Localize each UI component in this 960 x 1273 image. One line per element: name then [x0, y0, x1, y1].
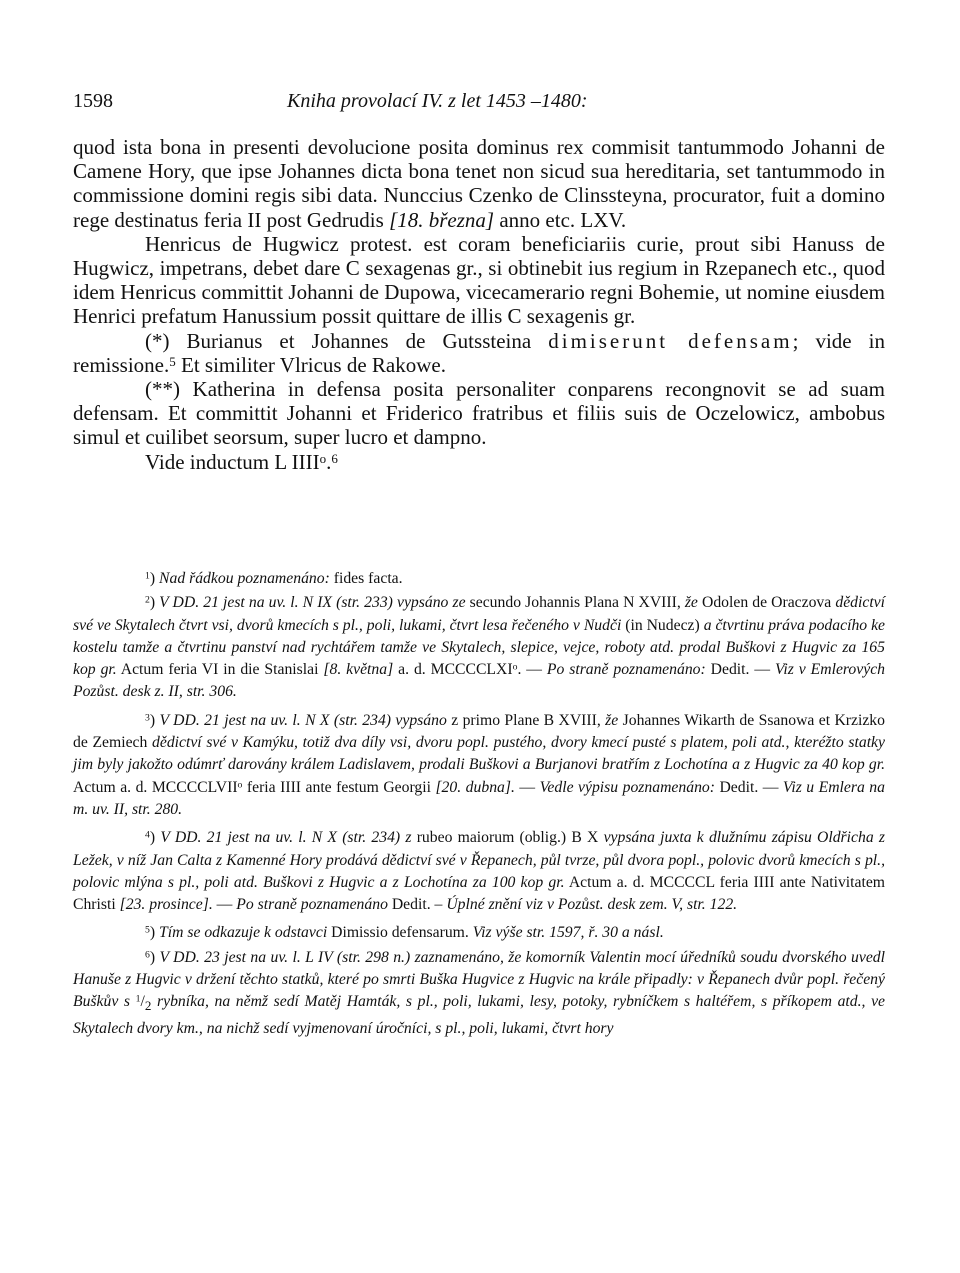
footnote-4: $^4$) V DD. 21 jest na uv. l. N X (str. 234) z rubeo maiorum (oblig.) B X vypsána juxta k dlužnímu zápisu Oldřicha z Ležek, v níž Jan Calta z Kamenné Hory prodává dědictví své v Řepanech, půl tvrze, půl dvora popl., polovic dvorů kmecích s pl., polovic mlýna s pl., poli atd. Buškovi z Hugvic a z Lochotína za 100 kop gr. Actum a. d. MCCCCL feria IIII ante Nativitatem Christi [23. prosince]. — Po straně poznamenáno Dedit. – Úplné znění viz v Pozůst. desk zem. V, str. 122. [73, 829, 885, 914]
footnote-1: $^1$) Nad řádkou poznamenáno: fides facta. [145, 570, 403, 587]
paragraph-5: Vide inductum L IIII$^o$.$^6$ [145, 449, 338, 474]
footnote-ref: 6 [331, 450, 338, 466]
footnote-5: $^5$) Tím se odkazuje k odstavci Dimissio defensarum. Viz výše str. 1597, ř. 30 a násl. [145, 924, 664, 942]
footnote-ref: 5 [169, 353, 176, 369]
footnote-3: $^3$) V DD. 21 jest na uv. l. N X (str. 234) vypsáno z primo Plane B XVIII, že Johannes Wikarth de Ssanowa et Krzizko de Zemiech dědictví své v Kamýku, totiž dva díly vsi, dvoru popl. pustého, dvory kmecí pusté s platem, poli atd., kteréžto statky jim byly jakožto odúmrť darovány králem Ladislavem, prodali Buškovi a Burjanovi bratřím z Lochotína a z Hugvic za 40 kop gr. Actum a. d. MCCCCLVII$^o$ feria IIII ante festum Georgii [20. dubna]. — Vedle výpisu poznamenáno: Dedit. — Viz u Emlera na m. uv. II, str. 280. [73, 711, 885, 818]
footnotes [73, 568, 885, 1042]
paragraph-1: quod ista bona in presenti devolucione posita dominus rex commisit tantummodo Johanni de Camene Hory, que ipse Johannes dicta bona tenet non sicud sua hereditaria, set tantummodo in commissione domini regis sibi data. Nunccius Czenko de Clinssteyna, procurator, fuit a domino rege destinatus feria II post Gedrudis [18. března] anno etc. LXV. [73, 135, 885, 232]
paragraph-4: (**) Katherina in defensa posita personaliter conparens recongnovit se ad suam defensam. Et committit Johanni et Friderico fratribus et filiis suis de Oczelowicz, ambobus simul et cuilibet seorsum, super lucro et dampno. [73, 377, 885, 450]
footnote-2: $^2$) V DD. 21 jest na uv. l. N IX (str. 233) vypsáno ze secundo Johannis Plana N XVIII, že Odolen de Oraczova dědictví své ve Skytalech čtvrt vsi, dvorů kmecích s pl., poli, lukami, čtvrt lesa řečeného v Nudči (in Nudecz) a čtvrtinu práva podacího ke kostelu tamže a čtvrtinu panství nad rychtářem tamže ve Skytalech, slepice, vejce, roboty atd. prodal Buškovi z Hugvic za 165 kop gr. Actum feria VI in die Stanislai [8. května] a. d. MCCCCLXI$^o$. — Po straně poznamenáno: Dedit. — Viz v Emlerových Pozůst. desk z. II, str. 306. [73, 594, 886, 701]
running-title: Kniha provolací IV. z let 1453 –1480: [287, 90, 588, 112]
page-number: 1598 [73, 90, 113, 112]
main-text [73, 135, 885, 474]
footnote-6: $^6$) V DD. 23 jest na uv. l. L IV (str. 298 n.) zaznamenáno, že komorník Valentin mocí úředníků soudu dvorského uvedl Hanuše z Hugvic v držení těchto statků, které po smrti Buška Hugvice z Hugvic na krále připadly: v Řepanech dvůr popl. řečený Buškův s $^1/_2$ rybníka, na němž sedí Matěj Hamták, s pl., poli, lukami, lesy, potoky, rybníčkem s haltéřem, s příkopem atd., ve Skytalech dvory km., na nichž sedí vyjmenovaní úročníci, s pl., poli, lukami, čtvrt hory [73, 948, 885, 1037]
paragraph-3: (*) Burianus et Johannes de Gutssteina dimiserunt defensam; vide in remissione.$^5$ Et similiter Vlricus de Rakowe. [73, 328, 885, 377]
paragraph-2: Henricus de Hugwicz protest. est coram beneficiariis curie, prout sibi Hanuss de Hugwicz, impetrans, debet dare C sexagenas gr., si obtinebit ius regium in Rzepanech etc., quod idem Henricus committit Johanni de Dupowa, vicecamerario regni Bohemie, ut nomine eiusdem Henrici prefatum Hanussium possit quittare de illis C sexagenis gr. [73, 231, 885, 329]
page-header [73, 88, 885, 114]
